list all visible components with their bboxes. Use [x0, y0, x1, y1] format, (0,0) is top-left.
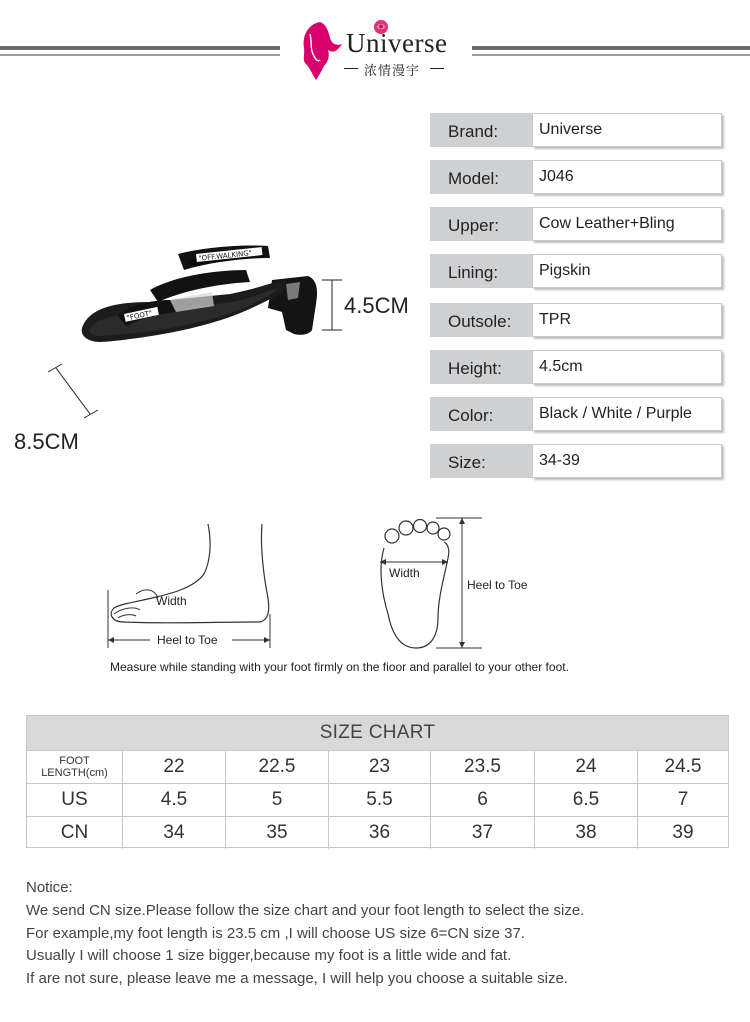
- side-length-label: Heel to Toe: [157, 633, 218, 647]
- sole-width-label: Width: [389, 566, 420, 580]
- size-cell: 38: [534, 817, 637, 849]
- size-cell: 34: [122, 817, 225, 849]
- notice-line: If are not sure, please leave me a message, I will help you choose a suitable size.: [26, 970, 568, 987]
- size-cell: 6.5: [534, 784, 637, 816]
- spec-value: Universe: [532, 113, 722, 147]
- size-cell: 5: [225, 784, 328, 816]
- spec-row-upper: [430, 207, 722, 241]
- notice-line: Usually I will choose 1 size bigger,because my foot is a little wide and fat.: [26, 947, 512, 964]
- size-row-us: [27, 783, 728, 816]
- size-chart-title: SIZE CHART: [27, 716, 728, 750]
- size-cell: 24.5: [637, 751, 728, 783]
- side-width-label: Width: [156, 594, 187, 608]
- row-label-cn: CN: [60, 822, 89, 843]
- spec-label: Size:: [430, 444, 532, 478]
- size-cell: 6: [430, 784, 534, 816]
- size-cell: 23: [328, 751, 430, 783]
- row-label-foot-length: FOOT LENGTH(cm): [41, 755, 108, 779]
- spec-value: Cow Leather+Bling: [532, 207, 722, 241]
- spec-row-height: [430, 350, 722, 384]
- size-chart: [26, 715, 729, 848]
- brand-name: Universe: [346, 28, 448, 58]
- header-rule-right-thin: [472, 54, 750, 56]
- measure-instruction: Measure while standing with your foot firmly on the fioor and parallel to your other foot.: [110, 660, 569, 674]
- size-cell: 36: [328, 817, 430, 849]
- size-cell: 4.5: [122, 784, 225, 816]
- size-row-foot-length: [27, 750, 728, 783]
- size-cell: 24: [534, 751, 637, 783]
- size-cell: 35: [225, 817, 328, 849]
- header-rule-left: [0, 46, 280, 50]
- spec-label: Outsole:: [430, 303, 532, 337]
- spec-label: Color:: [430, 397, 532, 431]
- notice-heading: Notice:: [26, 879, 73, 896]
- header-rule-right: [472, 46, 750, 50]
- size-cell: 7: [637, 784, 728, 816]
- spec-label: Model:: [430, 160, 532, 194]
- spec-row-size: [430, 444, 722, 478]
- spec-row-lining: [430, 254, 722, 288]
- row-label-us: US: [61, 789, 88, 810]
- sole-length-label: Heel to Toe: [467, 578, 528, 592]
- header-rule-left-thin: [0, 54, 280, 56]
- spec-label: Lining:: [430, 254, 532, 288]
- spec-value: J046: [532, 160, 722, 194]
- brand-subtitle: 浓情漫宇: [364, 64, 421, 79]
- notice-line: For example,my foot length is 23.5 cm ,I will choose US size 6=CN size 37.: [26, 925, 525, 942]
- spec-label: Upper:: [430, 207, 532, 241]
- size-cell: 22.5: [225, 751, 328, 783]
- size-row-cn: [27, 816, 728, 849]
- size-cell: 39: [637, 817, 728, 849]
- size-cell: 22: [122, 751, 225, 783]
- spec-label: Brand:: [430, 113, 532, 147]
- strap-print-text: "OFF.WALKING": [198, 249, 253, 263]
- spec-row-outsole: [430, 303, 722, 337]
- spec-value: TPR: [532, 303, 722, 337]
- strap-print-text-2: "FOOT": [126, 309, 154, 323]
- spec-row-model: [430, 160, 722, 194]
- size-cell: 5.5: [328, 784, 430, 816]
- spec-row-brand: [430, 113, 722, 147]
- spec-row-color: [430, 397, 722, 431]
- spec-value: Pigskin: [532, 254, 722, 288]
- size-cell: 23.5: [430, 751, 534, 783]
- spec-value: 34-39: [532, 444, 722, 478]
- notice-line: We send CN size.Please follow the size chart and your foot length to select the size.: [26, 902, 585, 919]
- size-cell: 37: [430, 817, 534, 849]
- brand-logo: [298, 18, 458, 82]
- heel-height-label: 4.5CM: [344, 293, 409, 318]
- spec-label: Height:: [430, 350, 532, 384]
- face-silhouette-icon: [298, 20, 346, 82]
- spec-value: Black / White / Purple: [532, 397, 722, 431]
- sole-width-label: 8.5CM: [14, 429, 79, 454]
- spec-value: 4.5cm: [532, 350, 722, 384]
